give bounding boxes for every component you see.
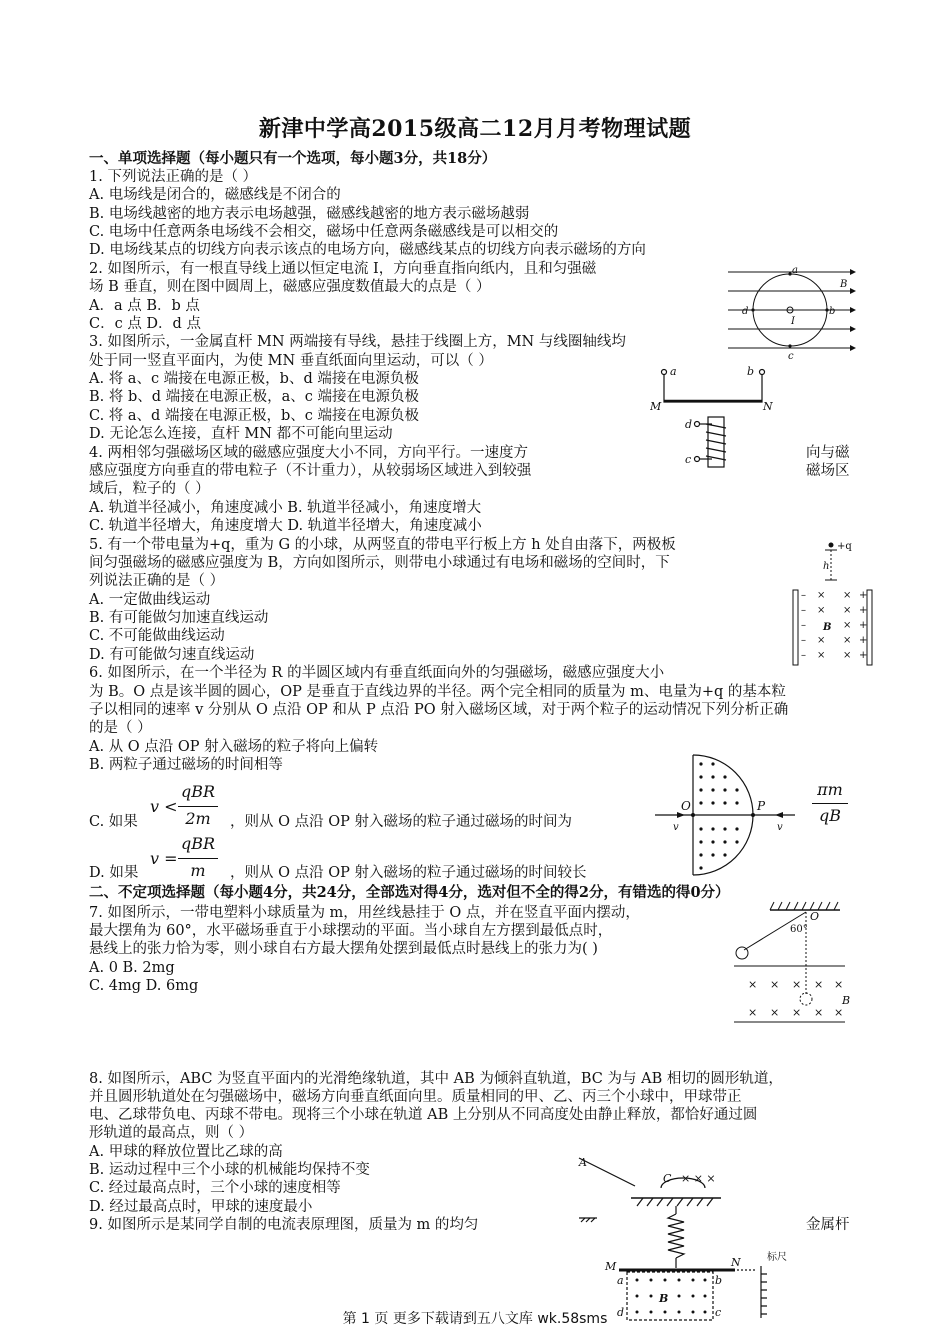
q7-label-angle: 60° (790, 924, 808, 935)
q6-formula-time-den: qB (819, 806, 841, 825)
q6-stem-1: 6. 如图所示，在一个半径为 R 的半圆区域内有垂直纸面向外的匀强磁场，磁感应强度大小 (89, 665, 665, 681)
field-dot (735, 801, 738, 804)
q6-stem-3: 子以相同的速率 v 分别从 O 点沿 OP 和从 P 点沿 PO 射入磁场区域，对于两个粒子的运动情况下列分析正确 (89, 702, 789, 718)
field-dot (699, 866, 702, 869)
svg-text:×: × (817, 605, 826, 616)
q7-label-B: B (842, 994, 851, 1007)
q1-stem: 1. 下列说法正确的是（ ） (89, 169, 258, 185)
field-dot (699, 801, 702, 804)
svg-text:×: × (817, 590, 826, 601)
q3-option-c: C. 将 a、d 端接在电源正极，b、c 端接在电源负极 (89, 408, 419, 424)
field-dot (699, 853, 702, 856)
svg-text:×: × (843, 650, 852, 661)
svg-text:–: – (801, 590, 806, 601)
q5-option-b: B. 有可能做匀加速直线运动 (89, 610, 269, 626)
q1-option-a: A. 电场线是闭合的，磁感线是不闭合的 (89, 187, 341, 203)
svg-text:–: – (801, 620, 806, 631)
field-dot (699, 762, 702, 765)
q6-option-b: B. 两粒子通过磁场的时间相等 (89, 757, 283, 773)
q8-stem-3: 电、乙球带负电、丙球不带电。现将三个小球在轨道 AB 上分别从不同高度处由静止释放，都恰好通过圆 (89, 1107, 758, 1123)
field-dot (711, 853, 714, 856)
q7-stem-2: 最大摆角为 60°，水平磁场垂直于小球摆动的平面。当小球自左方摆到最低点时， (89, 923, 613, 939)
q7-options-cd: C. 4mg D. 6mg (89, 978, 199, 994)
section-2-heading: 二、不定项选择题（每小题4分，共24分，全部选对得4分，选对但不全的得2分，有错选的得0分） (89, 884, 730, 901)
field-dot (735, 827, 738, 830)
q6-formula-c-num: qBR (180, 782, 216, 801)
q4-stem-1a: 4. 两相邻匀强磁场区域的磁感应强度大小不同，方向平行。一速度方 (89, 445, 528, 461)
q8-q9-track-ammeter-figure (575, 1150, 805, 1325)
field-dot (723, 775, 726, 778)
svg-text:+: + (859, 590, 868, 601)
exam-title: 新津中学高2015级高二12月月考物理试题 (258, 116, 692, 142)
svg-text:+: + (859, 635, 868, 646)
q4-stem-3: 域后，粒子的（ ） (89, 481, 210, 497)
q2-label-d: d (742, 306, 749, 317)
svg-text:+: + (859, 650, 868, 661)
svg-text:–: – (801, 605, 806, 616)
q6-label-O: O (681, 799, 691, 813)
q7-pendulum-figure (730, 898, 860, 1023)
q9-stem-1b: 金属杆 (806, 1217, 850, 1233)
q6-option-c-pre: C. 如果 (89, 814, 138, 830)
field-dot (723, 827, 726, 830)
q3-label-b: b (747, 365, 755, 378)
q6-formula-d-num: qBR (180, 834, 216, 853)
q8-label-A: A (579, 1156, 587, 1169)
q3-option-b: B. 将 b、d 端接在电源正极，a、c 端接在电源负极 (89, 389, 420, 405)
field-dot (723, 840, 726, 843)
field-dot (711, 788, 714, 791)
q3-label-a: a (670, 365, 677, 378)
q3-label-N: N (763, 400, 773, 413)
svg-text:×: × (792, 1006, 802, 1019)
q9-label-N: N (731, 1256, 741, 1269)
q6-stem-2: 为 B。O 点是该半圆的圆心，OP 是垂直于直线边界的半径。两个完全相同的质量为 m、电量为+q 的基本粒 (89, 684, 786, 700)
q3-option-a: A. 将 a、c 端接在电源正极，b、d 端接在电源负极 (89, 371, 419, 387)
q8-label-C: C (663, 1172, 672, 1185)
q1-option-b: B. 电场线越密的地方表示电场越强，磁感线越密的地方表示磁场越弱 (89, 206, 530, 222)
q4-options-cd: C. 轨道半径增大，角速度增大 D. 轨道半径增大，角速度减小 (89, 518, 482, 534)
svg-text:×: × (843, 620, 852, 631)
q6-option-d-pre: D. 如果 (89, 865, 139, 881)
q4-stem-2b: 磁场区 (806, 463, 850, 479)
q6-option-c-post: ，则从 O 点沿 OP 射入磁场的粒子通过磁场的时间为 (230, 814, 572, 830)
svg-text:×: × (843, 635, 852, 646)
q3-label-M: M (650, 400, 662, 413)
q9-label-c: c (715, 1306, 722, 1319)
q2-label-a: a (792, 265, 798, 276)
q6-stem-4: 的是（ ） (89, 720, 152, 736)
q9-stem-1a: 9. 如图所示是某同学自制的电流表原理图，质量为 m 的均匀 (89, 1217, 479, 1233)
q3-option-d: D. 无论怎么连接，直杆 MN 都不可能向里运动 (89, 426, 393, 442)
field-dot (699, 775, 702, 778)
field-dot (735, 788, 738, 791)
q7-stem-1: 7. 如图所示，一带电塑料小球质量为 m，用丝线悬挂于 O 点，并在竖直平面内摆动， (89, 905, 640, 921)
q8-option-a: A. 甲球的释放位置比乙球的高 (89, 1144, 283, 1160)
q3-label-c: c (685, 453, 692, 466)
q5-parallel-plates-figure (785, 540, 880, 670)
q6-option-a: A. 从 O 点沿 OP 射入磁场的粒子将向上偏转 (89, 739, 379, 755)
field-dot (699, 788, 702, 791)
svg-text:×: × (843, 590, 852, 601)
q6-formula-d-den: m (190, 861, 206, 880)
q2-options-ab: A．a 点 B．b 点 (89, 298, 200, 314)
field-dot (735, 840, 738, 843)
svg-text:×: × (817, 635, 826, 646)
svg-text:+: + (859, 605, 868, 616)
q2-options-cd: C．c 点 D．d 点 (89, 316, 201, 332)
q3-stem-1: 3. 如图所示，一金属直杆 MN 两端接有导线，悬挂于线圈上方，MN 与线圈轴线均 (89, 334, 626, 350)
q9-label-scale: 标尺 (767, 1252, 787, 1263)
q8-stem-2: 并且圆形轨道处在匀强磁场中，磁场方向垂直纸面向里。质量相同的甲、乙、丙三个小球中，甲球带正 (89, 1089, 742, 1105)
q9-label-B: B (659, 1292, 669, 1305)
q8-option-c: C. 经过最高点时，三个小球的速度相等 (89, 1180, 341, 1196)
svg-text:×: × (814, 978, 824, 991)
svg-text:×: × (748, 1006, 758, 1019)
q2-stem-1: 2. 如图所示，有一根直导线上通以恒定电流 I，方向垂直指向纸内，且和匀强磁 (89, 261, 597, 277)
svg-text:×: × (817, 650, 826, 661)
q2-label-c: c (788, 351, 794, 362)
field-dot (723, 853, 726, 856)
svg-text:×: × (834, 978, 844, 991)
q2-label-I: I (791, 316, 795, 327)
q7-stem-3: 悬线上的张力恰为零，则小球自右方最大摆角处摆到最低点时悬线上的张力为( ) (89, 941, 598, 957)
svg-text:×: × (792, 978, 802, 991)
q2-label-b: b (829, 306, 836, 317)
q9-label-b: b (715, 1274, 723, 1287)
q6-label-v-right: v (777, 822, 783, 833)
q1-option-c: C. 电场中任意两条电场线不会相交，磁场中任意两条磁感线是可以相交的 (89, 224, 559, 240)
q3-label-d: d (685, 418, 693, 431)
q6-label-v-left: v (673, 822, 679, 833)
q5-stem-3: 列说法正确的是（ ） (89, 573, 225, 589)
q4-options-ab: A. 轨道半径减小，角速度减小 B. 轨道半径减小，角速度增大 (89, 500, 482, 516)
q6-formula-time-num: πm (817, 780, 843, 799)
field-dot (711, 762, 714, 765)
q2-field-circle-figure (728, 262, 858, 362)
q5-option-d: D. 有可能做匀速直线运动 (89, 647, 255, 663)
field-dot (711, 801, 714, 804)
field-dot (723, 788, 726, 791)
q8-option-b: B. 运动过程中三个小球的机械能均保持不变 (89, 1162, 370, 1178)
svg-text:×: × (814, 1006, 824, 1019)
q6-label-P: P (757, 799, 766, 813)
q8-option-d: D. 经过最高点时，甲球的速度最小 (89, 1199, 313, 1215)
q6-option-d-post: ，则从 O 点沿 OP 射入磁场的粒子通过磁场的时间较长 (230, 865, 587, 881)
q6-formula-c (150, 782, 220, 832)
q8-stem-1: 8. 如图所示，ABC 为竖直平面内的光滑绝缘轨道，其中 AB 为倾斜直轨道，BC 为与 AB 相切的圆形轨道， (89, 1071, 783, 1087)
svg-text:×: × (770, 978, 780, 991)
field-dot (699, 827, 702, 830)
q3-stem-2: 处于同一竖直平面内，为使 MN 垂直纸面向里运动，可以（ ） (89, 353, 493, 369)
q9-label-M: M (605, 1260, 617, 1273)
q7-options-ab: A. 0 B. 2mg (89, 960, 175, 976)
q9-label-d: d (617, 1306, 625, 1319)
svg-text:+: + (859, 620, 868, 631)
q2-stem-2: 场 B 垂直，则在图中圆周上，磁感应强度数值最大的点是（ ） (89, 279, 491, 295)
svg-text:×: × (843, 605, 852, 616)
q6-formula-time (812, 780, 852, 830)
q5-stem-2: 间匀强磁场的磁感应强度为 B，方向如图所示，则带电小球通过有电场和磁场的空间时，下 (89, 555, 670, 571)
field-dot (711, 827, 714, 830)
q5-label-plus-q: +q (837, 541, 852, 552)
page-footer: 第 1 页 更多下载请到五八文库 wk.58sms (342, 1311, 608, 1327)
q9-label-a: a (617, 1274, 624, 1287)
q3-rod-coil-figure (650, 362, 780, 472)
svg-text:×: × (748, 978, 758, 991)
svg-text:×: × (834, 1006, 844, 1019)
q4-stem-2a: 感应强度方向垂直的带电粒子（不计重力），从较弱场区域进入到较强 (89, 463, 532, 479)
q4-stem-1b: 向与磁 (806, 445, 850, 461)
q6-formula-d-lhs: v = (150, 849, 178, 868)
q5-option-a: A. 一定做曲线运动 (89, 592, 211, 608)
field-dot (711, 840, 714, 843)
field-dot (699, 840, 702, 843)
q5-stem-1: 5. 有一个带电量为+q，重为 G 的小球，从两竖直的带电平行板上方 h 处自由落下，两极板 (89, 537, 676, 553)
q5-label-B: B (823, 622, 832, 633)
q6-semicircle-figure (655, 750, 805, 880)
svg-text:×: × (770, 1006, 780, 1019)
q8-stem-4: 形轨道的最高点，则（ ） (89, 1125, 254, 1141)
q7-label-O: O (810, 910, 820, 923)
q6-formula-c-den: 2m (185, 809, 211, 828)
q6-formula-c-lhs: v < (150, 797, 178, 816)
q5-label-h: h (823, 561, 830, 572)
q6-formula-d (150, 834, 220, 884)
field-dot (711, 775, 714, 778)
q5-option-c: C. 不可能做曲线运动 (89, 628, 225, 644)
q1-option-d: D. 电场线某点的切线方向表示该点的电场方向，磁感线某点的切线方向表示磁场的方向 (89, 242, 646, 258)
q2-label-B: B (840, 279, 848, 290)
svg-text:–: – (801, 635, 806, 646)
svg-text:–: – (801, 650, 806, 661)
section-1-heading: 一、单项选择题（每小题只有一个选项，每小题3分，共18分） (89, 150, 497, 167)
svg-text:× × ×: × × × (681, 1172, 716, 1185)
field-dot (723, 801, 726, 804)
